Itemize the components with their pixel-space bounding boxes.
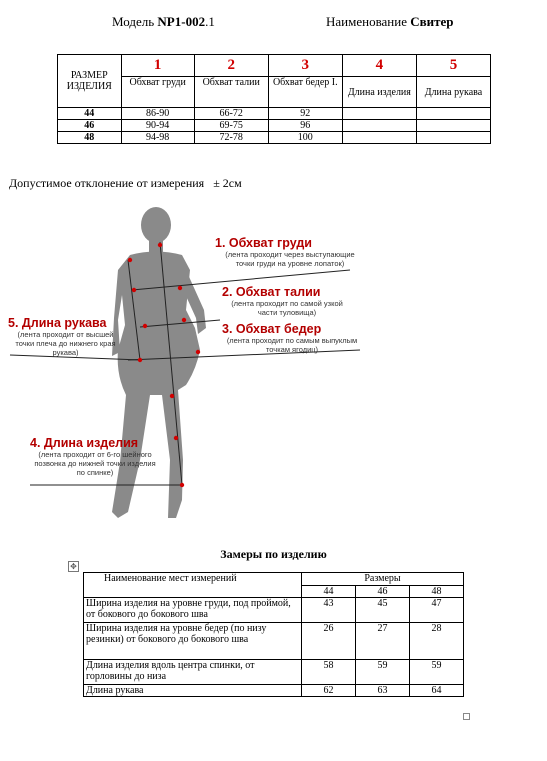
annotation-waist-note: (лента проходит по самой узкой части туловища)	[231, 299, 343, 317]
measurement-row	[84, 598, 464, 623]
table-move-icon[interactable]: ✥	[68, 561, 79, 572]
measurement-value: 28	[410, 623, 464, 660]
table-resize-handle[interactable]	[463, 713, 470, 720]
size-cell: 46	[58, 120, 122, 132]
size-header-cell: 44	[302, 585, 356, 598]
value-cell	[342, 132, 416, 144]
measurement-value: 27	[356, 623, 410, 660]
value-cell: 90-94	[121, 120, 194, 132]
measurement-value: 45	[356, 598, 410, 623]
measurement-value: 59	[410, 660, 464, 685]
annotation-sleeve-note: (лента проходит от высшей точки плеча до нижнего края рукава)	[15, 330, 116, 357]
measurement-value: 47	[410, 598, 464, 623]
col-num-5: 5	[416, 55, 490, 77]
value-cell: 72-78	[194, 132, 268, 144]
value-cell	[342, 120, 416, 132]
annotation-bust	[215, 236, 365, 268]
size-header-cell: 46	[356, 585, 410, 598]
value-cell: 100	[268, 132, 342, 144]
value-cell: 86-90	[121, 108, 194, 120]
annotation-length-title: 4. Длина изделия	[30, 436, 139, 450]
value-cell	[416, 108, 490, 120]
product-name-line	[326, 14, 454, 30]
col-num-1: 1	[121, 55, 194, 77]
measurement-row	[84, 623, 464, 660]
value-cell: 92	[268, 108, 342, 120]
annotation-waist	[222, 285, 352, 317]
annotation-bust-note: (лента проходит через выступающие точки груди на уровне лопаток)	[225, 250, 355, 268]
model-value: NP1-002	[157, 14, 206, 29]
annotation-length	[30, 436, 160, 477]
model-line	[112, 14, 215, 30]
measurement-value: 64	[410, 685, 464, 697]
measurement-row	[84, 660, 464, 685]
col-num-2: 2	[194, 55, 268, 77]
measurement-value: 63	[356, 685, 410, 697]
annotation-hips	[222, 322, 362, 354]
col-label-1: Обхват груди	[121, 77, 194, 108]
col-num-4: 4	[342, 55, 416, 77]
tolerance-line	[9, 176, 242, 191]
annotation-sleeve-title: 5. Длина рукава	[8, 316, 107, 330]
size-table	[57, 54, 491, 144]
measurement-name: Длина изделия вдоль центра спинки, от горловины до низа	[84, 660, 302, 685]
size-header-cell: 48	[410, 585, 464, 598]
annotation-hips-note: (лента проходит по самым выпуклым точкам ягодиц)	[226, 336, 358, 354]
measurement-value: 59	[356, 660, 410, 685]
measurement-name: Длина рукава	[84, 685, 302, 697]
size-cell: 44	[58, 108, 122, 120]
measurement-name: Ширина изделия на уровне груди, под проймой, от бокового до бокового шва	[84, 598, 302, 623]
annotation-length-note: (лента проходит от 6-го шейного позвонка до нижней точки изделия по спинке)	[34, 450, 156, 477]
col-num-3: 3	[268, 55, 342, 77]
value-cell	[416, 132, 490, 144]
value-cell: 94-98	[121, 132, 194, 144]
size-row	[58, 108, 491, 120]
col-label-3: Обхват бедер I.	[268, 77, 342, 108]
measurement-value: 43	[302, 598, 356, 623]
measurements-table	[83, 572, 464, 697]
measurement-row	[84, 685, 464, 697]
measurement-name: Ширина изделия на уровне бедер (по низу резинки) от бокового до бокового шва	[84, 623, 302, 660]
annotation-bust-title: 1. Обхват груди	[215, 236, 312, 250]
name-label: Наименование	[326, 14, 407, 29]
value-cell	[342, 108, 416, 120]
model-suffix: .1	[205, 14, 215, 29]
measurement-value: 26	[302, 623, 356, 660]
annotation-waist-title: 2. Обхват талии	[222, 285, 321, 299]
value-cell: 96	[268, 120, 342, 132]
name-header: Наименование мест измерений	[84, 573, 302, 598]
measurements-title: Замеры по изделию	[220, 547, 327, 561]
name-value: Свитер	[410, 14, 454, 29]
size-row	[58, 132, 491, 144]
size-row-header: РАЗМЕР ИЗДЕЛИЯ	[58, 55, 122, 108]
tolerance-value: ± 2см	[213, 176, 242, 190]
measurement-value: 62	[302, 685, 356, 697]
size-row	[58, 120, 491, 132]
value-cell: 69-75	[194, 120, 268, 132]
tolerance-text: Допустимое отклонение от измерения	[9, 176, 205, 190]
sizes-header: Размеры	[302, 573, 464, 586]
col-label-2: Обхват талии	[194, 77, 268, 108]
col-label-5: Длина рукава	[416, 77, 490, 108]
size-cell: 48	[58, 132, 122, 144]
annotation-sleeve	[8, 316, 123, 357]
measurement-value: 58	[302, 660, 356, 685]
model-label: Модель	[112, 14, 155, 29]
col-label-4: Длина изделия	[342, 77, 416, 108]
value-cell: 66-72	[194, 108, 268, 120]
annotation-hips-title: 3. Обхват бедер	[222, 322, 322, 336]
value-cell	[416, 120, 490, 132]
